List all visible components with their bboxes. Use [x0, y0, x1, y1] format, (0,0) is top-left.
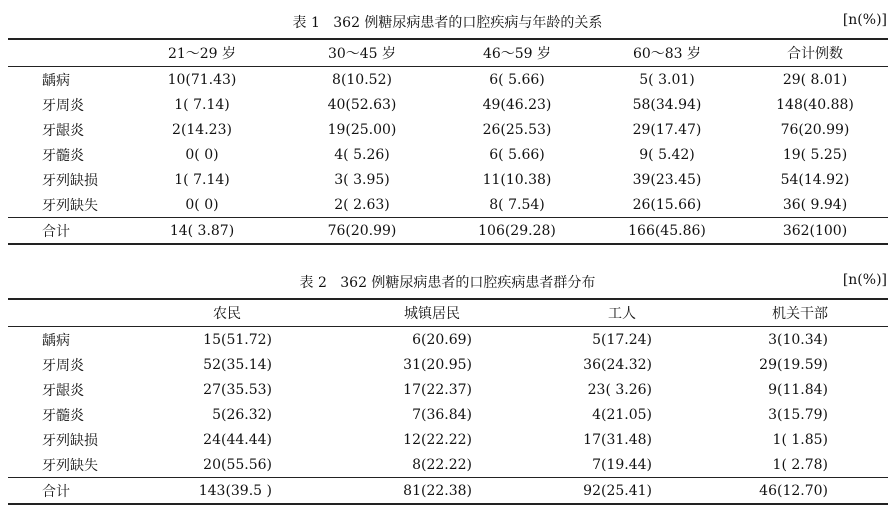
row-label: 牙列缺损 — [42, 172, 98, 189]
row-label: 龋病 — [42, 332, 70, 349]
table-cell: 1( 7.14) — [174, 96, 230, 113]
table-cell: 8( 7.54) — [489, 196, 545, 213]
table-cell: 11(10.38) — [482, 171, 552, 188]
table-2-header-cell — [8, 299, 122, 327]
table-cell: 17(22.37) — [403, 381, 472, 398]
table-row — [8, 167, 888, 192]
table-cell: 29(19.59) — [759, 356, 828, 373]
table-2-caption — [0, 260, 895, 298]
table-1-header-cell: 合计例数 — [787, 46, 843, 62]
row-label: 牙列缺损 — [42, 432, 98, 449]
table-1-block — [0, 0, 895, 245]
table-cell: 362(100) — [782, 222, 848, 239]
table-2-header-cell: 城镇居民 — [404, 306, 460, 322]
table-row — [8, 192, 888, 218]
row-label: 龋病 — [42, 72, 70, 89]
table-1 — [8, 38, 888, 245]
table-cell: 5(17.24) — [592, 331, 652, 348]
table-cell: 39(23.45) — [632, 171, 702, 188]
table-cell: 20(55.56) — [203, 456, 272, 473]
table-2-title: 表 2 362 例糖尿病患者的口腔疾病患者群分布 — [299, 275, 596, 291]
table-row — [8, 352, 888, 377]
table-cell: 3(15.79) — [768, 406, 828, 423]
table-cell: 8(22.22) — [412, 456, 472, 473]
table-cell: 49(46.23) — [482, 96, 552, 113]
table-cell: 54(14.92) — [780, 171, 850, 188]
table-cell: 14( 3.87) — [169, 222, 235, 239]
table-cell: 76(20.99) — [780, 121, 850, 138]
table-row — [8, 377, 888, 402]
table-2-block — [0, 260, 895, 505]
table-cell: 4( 5.26) — [334, 146, 390, 163]
table-cell: 3(10.34) — [768, 331, 828, 348]
table-row — [8, 67, 888, 93]
table-cell: 4(21.05) — [592, 406, 652, 423]
table-cell: 7(19.44) — [592, 456, 652, 473]
table-cell: 1( 1.85) — [772, 431, 828, 448]
table-cell: 5( 3.01) — [639, 71, 695, 88]
table-cell: 6(20.69) — [412, 331, 472, 348]
table-cell: 40(52.63) — [327, 96, 397, 113]
table-1-header-cell: 46～59 岁 — [482, 46, 552, 62]
row-label: 牙髓炎 — [42, 407, 84, 424]
table-cell: 29(17.47) — [632, 121, 702, 138]
table-cell: 92(25.41) — [583, 482, 652, 499]
table-1-caption — [0, 0, 895, 38]
table-1-header-cell: 60～83 岁 — [632, 46, 702, 62]
table-2 — [8, 298, 888, 505]
table-cell: 27(35.53) — [203, 381, 272, 398]
table-cell: 106(29.28) — [478, 222, 556, 239]
row-label: 合计 — [42, 223, 70, 240]
table-cell: 29( 8.01) — [782, 71, 848, 88]
table-cell: 52(35.14) — [203, 356, 272, 373]
table-row — [8, 427, 888, 452]
table-cell: 1( 7.14) — [174, 171, 230, 188]
table-cell: 12(22.22) — [403, 431, 472, 448]
table-cell: 23( 3.26) — [587, 381, 652, 398]
table-cell: 166(45.86) — [628, 222, 706, 239]
table-1-unit: [n(%)] — [842, 12, 887, 28]
table-cell: 3( 3.95) — [334, 171, 390, 188]
table-1-header-cell: 21～29 岁 — [167, 46, 237, 62]
table-cell: 2( 2.63) — [334, 196, 390, 213]
table-cell: 26(15.66) — [632, 196, 702, 213]
table-cell: 24(44.44) — [203, 431, 272, 448]
table-cell: 6( 5.66) — [489, 71, 545, 88]
table-cell: 143(39.5 ) — [198, 482, 272, 499]
row-label: 牙列缺失 — [42, 197, 98, 214]
row-label: 牙龈炎 — [42, 122, 84, 139]
table-cell: 36(24.32) — [583, 356, 652, 373]
table-2-header-cell: 机关干部 — [772, 306, 828, 322]
table-2-unit: [n(%)] — [842, 272, 887, 288]
table-total-row — [8, 218, 888, 245]
table-cell: 81(22.38) — [403, 482, 472, 499]
table-cell: 0( 0) — [185, 146, 219, 163]
table-cell: 2(14.23) — [172, 121, 232, 138]
table-2-header-cell: 工人 — [608, 306, 636, 322]
table-cell: 5(26.32) — [212, 406, 272, 423]
table-cell: 26(25.53) — [482, 121, 552, 138]
table-row — [8, 452, 888, 478]
table-1-header-cell — [8, 39, 122, 67]
row-label: 牙髓炎 — [42, 147, 84, 164]
table-cell: 15(51.72) — [203, 331, 272, 348]
table-cell: 17(31.48) — [583, 431, 652, 448]
table-cell: 0( 0) — [185, 196, 219, 213]
table-cell: 31(20.95) — [403, 356, 472, 373]
table-cell: 9(11.84) — [768, 381, 828, 398]
table-cell: 76(20.99) — [327, 222, 397, 239]
table-cell: 6( 5.66) — [489, 146, 545, 163]
table-cell: 10(71.43) — [167, 71, 237, 88]
table-cell: 7(36.84) — [412, 406, 472, 423]
table-2-header-row — [8, 299, 888, 327]
table-row — [8, 142, 888, 167]
table-cell: 148(40.88) — [776, 96, 854, 113]
table-row — [8, 327, 888, 353]
row-label: 合计 — [42, 483, 70, 500]
table-cell: 19(25.00) — [327, 121, 397, 138]
table-2-header-cell: 农民 — [213, 306, 241, 322]
row-label: 牙周炎 — [42, 97, 84, 114]
table-row — [8, 117, 888, 142]
row-label: 牙列缺失 — [42, 457, 98, 474]
table-row — [8, 402, 888, 427]
table-cell: 46(12.70) — [759, 482, 828, 499]
table-1-title: 表 1 362 例糖尿病患者的口腔疾病与年龄的关系 — [292, 15, 603, 31]
table-cell: 19( 5.25) — [782, 146, 848, 163]
table-row — [8, 92, 888, 117]
table-cell: 8(10.52) — [332, 71, 392, 88]
table-cell: 1( 2.78) — [772, 456, 828, 473]
table-cell: 9( 5.42) — [639, 146, 695, 163]
table-cell: 36( 9.94) — [782, 196, 848, 213]
row-label: 牙周炎 — [42, 357, 84, 374]
table-cell: 58(34.94) — [632, 96, 702, 113]
row-label: 牙龈炎 — [42, 382, 84, 399]
table-1-header-cell: 30～45 岁 — [327, 46, 397, 62]
table-total-row — [8, 478, 888, 505]
table-1-header-row — [8, 39, 888, 67]
